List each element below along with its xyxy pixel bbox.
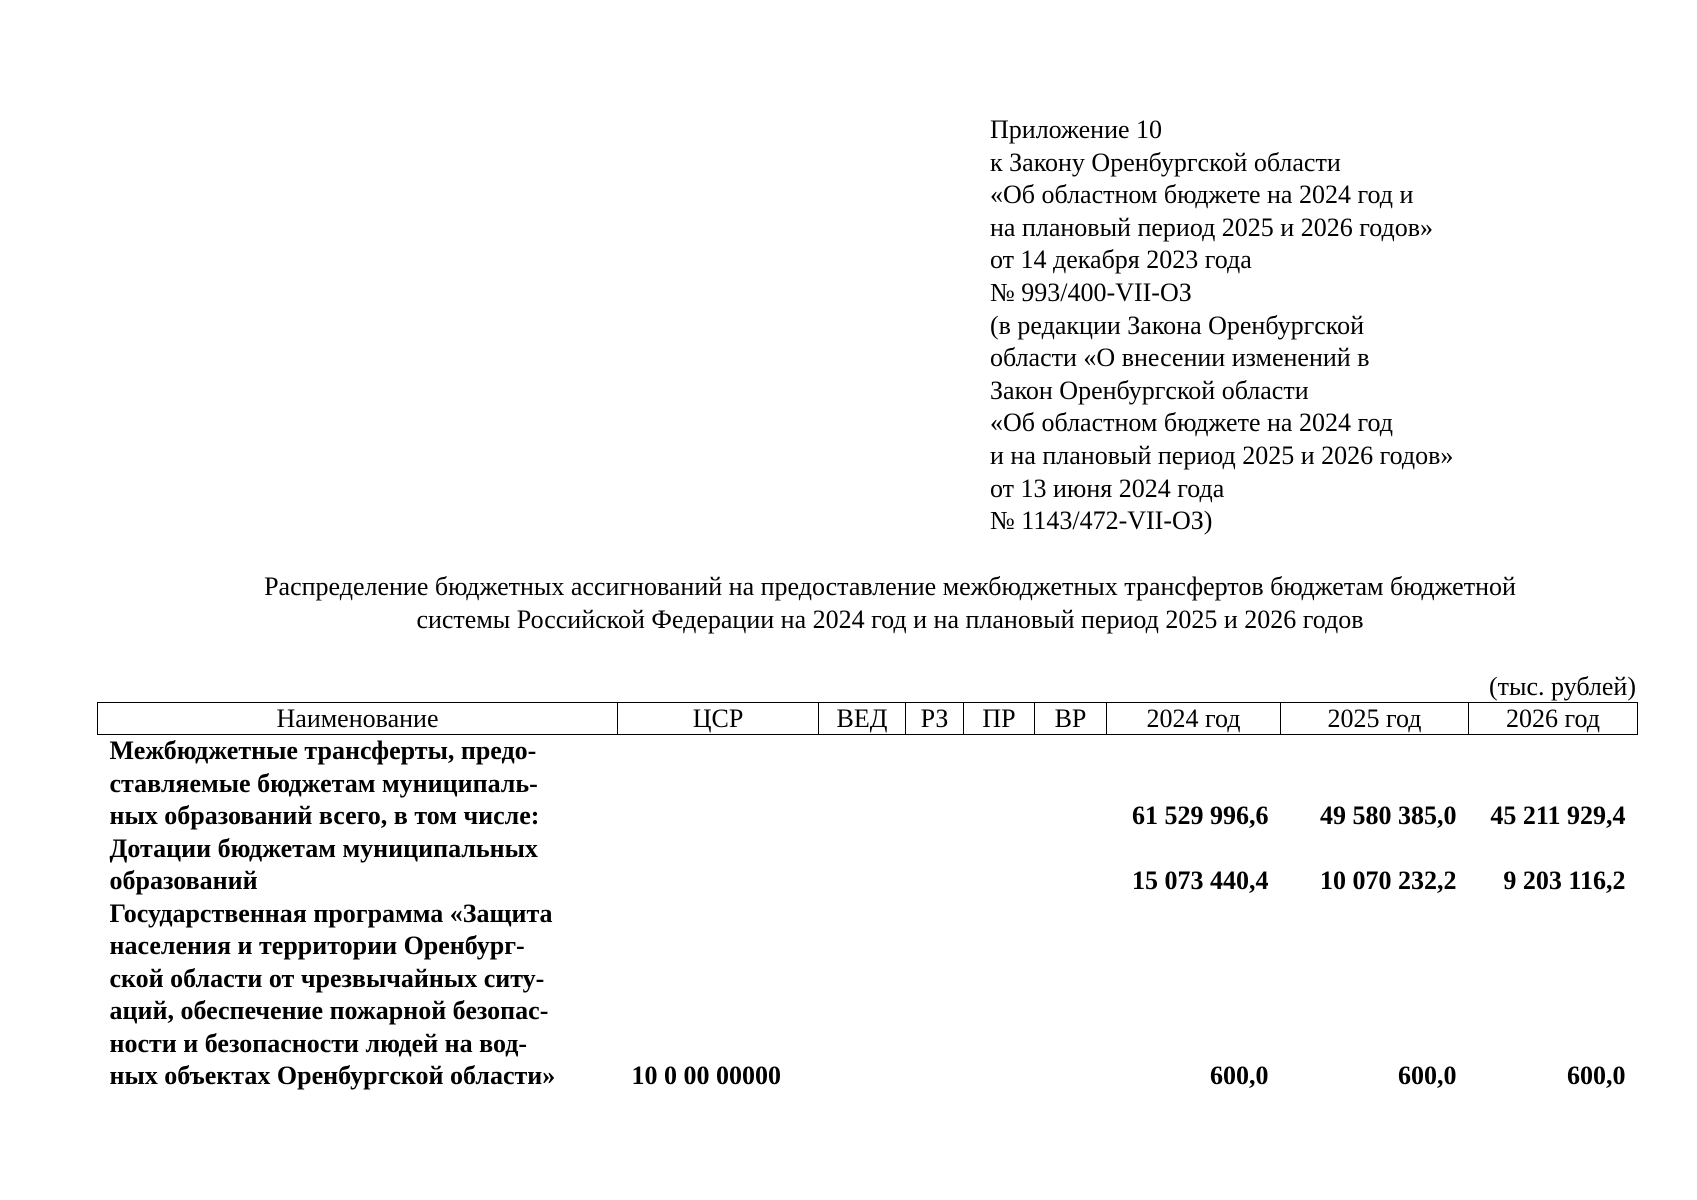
- row-ved: [819, 833, 906, 898]
- table-row: [98, 898, 1638, 1093]
- row-csr: [618, 833, 819, 898]
- appendix-line: на плановый период 2025 и 2026 годов»: [990, 212, 1433, 242]
- appendix-line: Приложение 10: [990, 115, 1163, 144]
- row-ved: [819, 735, 906, 833]
- header-2025: 2025 год: [1281, 703, 1469, 735]
- appendix-line: Закон Оренбургской области: [990, 375, 1309, 405]
- row-value-2024: 15 073 440,4: [1132, 866, 1269, 895]
- row-ved: [819, 898, 906, 1093]
- appendix-line: и на плановый период 2025 и 2026 годов»: [990, 440, 1454, 470]
- row-name-cell: [98, 833, 618, 898]
- row-name-line: ставляемые бюджетам муниципаль-: [109, 768, 538, 798]
- appendix-line: «Об областном бюджете на 2024 год: [990, 408, 1393, 438]
- row-name-line: Государственная программа «Защита: [109, 898, 553, 928]
- header-name: Наименование: [98, 703, 618, 735]
- appendix-line: к Закону Оренбургской области: [990, 147, 1341, 177]
- row-value-2024: 61 529 996,6: [1132, 801, 1269, 830]
- header-pr: ПР: [964, 703, 1035, 735]
- row-pr: [964, 735, 1035, 833]
- table-header-row: [98, 703, 1638, 735]
- row-name-line: Межбюджетные трансферты, предо-: [109, 736, 537, 765]
- appendix-line: (в редакции Закона Оренбургской: [990, 310, 1365, 340]
- row-value-2025: 600,0: [1398, 1061, 1457, 1090]
- row-rz: [906, 735, 964, 833]
- row-name-line: ных объектах Оренбургской области»: [109, 1061, 556, 1090]
- header-rz: РЗ: [906, 703, 964, 735]
- row-value-2026: 9 203 116,2: [1503, 866, 1626, 895]
- table-row: [98, 735, 1638, 833]
- row-name-cell: [98, 735, 618, 833]
- header-2026: 2026 год: [1469, 703, 1638, 735]
- row-value-2025: 10 070 232,2: [1320, 866, 1457, 895]
- row-name-cell: [98, 898, 618, 1093]
- document-title-line-1: Распределение бюджетных ассигнований на предоставление межбюджетных трансфертов бюджетам бюджетной: [264, 572, 1516, 601]
- document-title: [80, 570, 1697, 636]
- header-ved: ВЕД: [819, 703, 906, 735]
- table-row: [98, 833, 1638, 898]
- row-vr: [1035, 833, 1107, 898]
- header-csr: ЦСР: [618, 703, 819, 735]
- row-pr: [964, 898, 1035, 1093]
- row-name-line: ности и безопасности людей на вод-: [109, 1028, 528, 1058]
- appendix-line: от 14 декабря 2023 года: [990, 245, 1252, 275]
- header-2024: 2024 год: [1107, 703, 1281, 735]
- budget-table: [97, 702, 1638, 1093]
- row-rz: [906, 898, 964, 1093]
- row-name-line: ской области от чрезвычайных ситу-: [109, 963, 545, 993]
- row-value-2024: 600,0: [1210, 1061, 1269, 1090]
- appendix-block: [990, 114, 1453, 538]
- row-value-2026: 45 211 929,4: [1490, 801, 1626, 830]
- row-name-line: ных образований всего, в том числе:: [109, 801, 540, 830]
- row-csr: [618, 735, 819, 833]
- appendix-line: № 1143/472-VII-ОЗ): [990, 506, 1213, 536]
- appendix-line: «Об областном бюджете на 2024 год и: [990, 180, 1414, 210]
- document-title-line-2: системы Российской Федерации на 2024 год и на плановый период 2025 и 2026 годов: [416, 605, 1364, 634]
- header-vr: ВР: [1035, 703, 1107, 735]
- appendix-line: области «О внесении изменений в: [990, 343, 1370, 373]
- row-value-2025: 49 580 385,0: [1320, 801, 1457, 830]
- row-name-line: образований: [109, 866, 258, 895]
- appendix-line: № 993/400-VII-ОЗ: [990, 277, 1192, 307]
- row-pr: [964, 833, 1035, 898]
- appendix-line: от 13 июня 2024 года: [990, 473, 1225, 503]
- row-name-line: Дотации бюджетам муниципальных: [109, 833, 538, 863]
- row-vr: [1035, 735, 1107, 833]
- row-value-2026: 600,0: [1567, 1061, 1626, 1090]
- row-csr: 10 0 00 00000: [631, 1061, 781, 1090]
- units-label: (тыс. рублей): [1488, 672, 1636, 701]
- row-rz: [906, 833, 964, 898]
- row-vr: [1035, 898, 1107, 1093]
- row-name-line: населения и территории Оренбург-: [109, 931, 525, 960]
- row-name-line: аций, обеспечение пожарной безопас-: [109, 996, 549, 1025]
